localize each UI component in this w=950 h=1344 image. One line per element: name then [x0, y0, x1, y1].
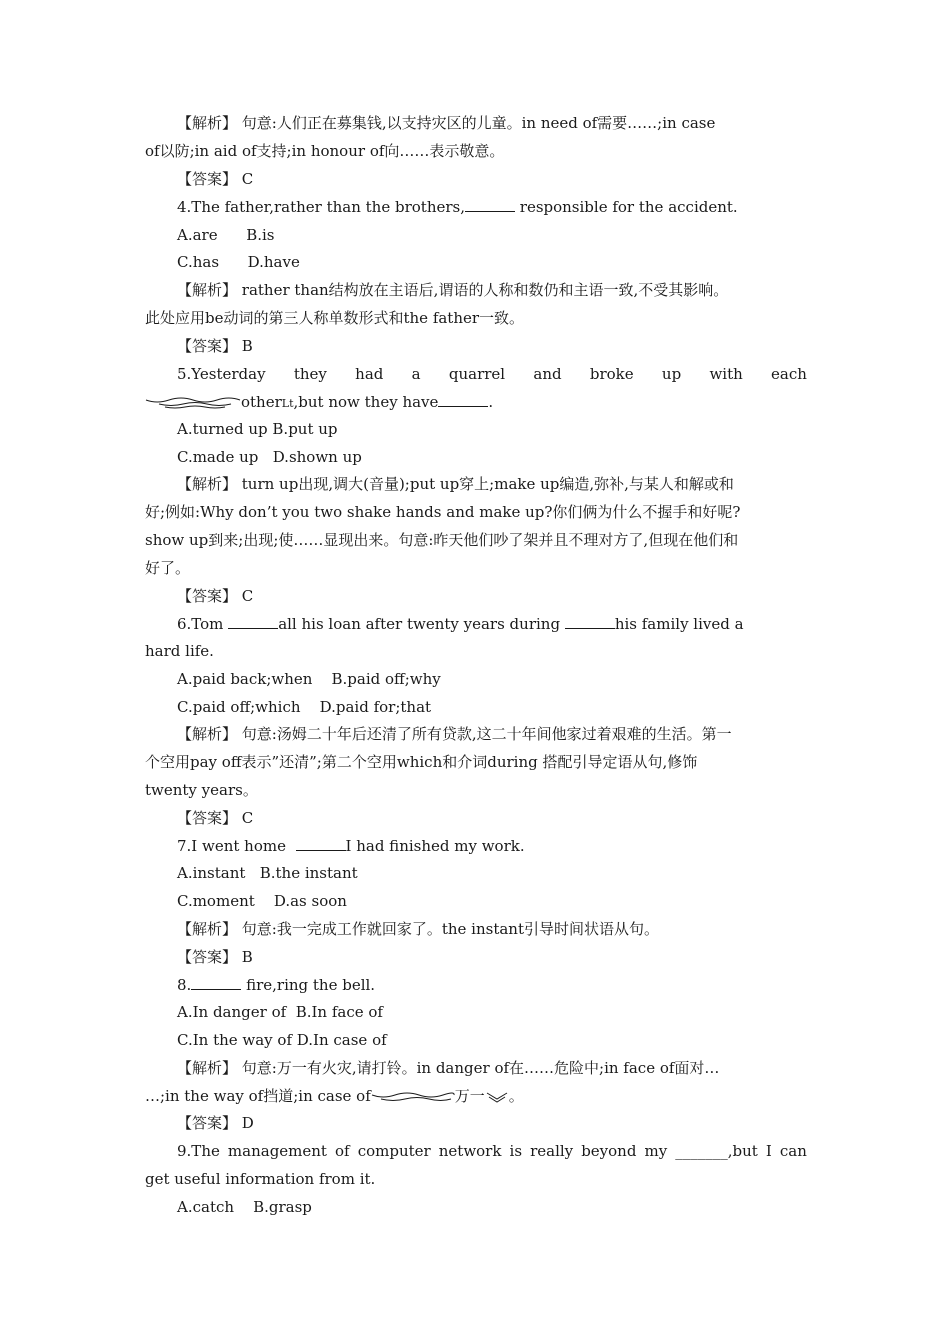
question-5-cont: [0, 390, 950, 414]
answer-blank: [565, 614, 615, 629]
word: quarrel: [448, 365, 506, 383]
text-line: [0, 1084, 950, 1108]
word: _______,but: [675, 1142, 758, 1160]
word: computer: [357, 1142, 431, 1160]
answer-blank: [465, 197, 515, 212]
answer-blank: [296, 836, 346, 851]
answer-blank: [228, 614, 278, 629]
answer-line: 【答案】 B: [177, 948, 253, 966]
word: a: [411, 365, 421, 383]
answer-line: 【答案】 C: [177, 809, 254, 827]
option-line: A.turned up B.put up: [177, 420, 338, 438]
word: had: [355, 365, 384, 383]
question-7: [0, 834, 950, 858]
option-line: C.paid off;which D.paid for;that: [177, 698, 432, 716]
answer-blank: [191, 975, 241, 990]
question-text: 7.I went home: [177, 837, 296, 855]
question-text: get useful information from it.: [145, 1170, 376, 1188]
word: I: [765, 1142, 772, 1160]
option-line: A.catch B.grasp: [177, 1198, 312, 1216]
explanation-text: 万一: [454, 1087, 485, 1105]
wave-scribble-icon: [145, 396, 241, 410]
question-text: 8.: [177, 976, 192, 994]
question-text: other: [241, 393, 282, 411]
text-line: 【解析】 句意:万一有火灾,请打铃。in danger of在……危险中;in face of面对…: [177, 1059, 720, 1077]
option-line: A.are B.is: [177, 226, 275, 244]
word: they: [293, 365, 327, 383]
text-line: show up到来;出现;使……显现出来。句意:昨天他们吵了架并且不理对方了,但现在他们和: [145, 531, 739, 549]
word: up: [661, 365, 682, 383]
explanation-text: …;in the way of挡道;in case of: [145, 1087, 371, 1105]
question-text: hard life.: [145, 642, 214, 660]
word: with: [709, 365, 743, 383]
question-text: fire,ring the bell.: [241, 976, 376, 994]
text-line: 【解析】 句意:汤姆二十年后还清了所有贷款,这二十年间他家过着艰难的生活。第一: [177, 725, 732, 743]
word: of: [335, 1142, 350, 1160]
text-line: 【解析】 rather than结构放在主语后,谓语的人称和数仍和主语一致,不受其影响。: [177, 281, 729, 299]
question-text: responsible for the accident.: [515, 198, 738, 216]
word: really: [530, 1142, 574, 1160]
text-line: 【解析】 句意:我一完成工作就回家了。the instant引导时间状语从句。: [177, 920, 659, 938]
word: each: [771, 365, 807, 383]
question-text: 6.Tom: [177, 615, 229, 633]
word: and: [533, 365, 562, 383]
explanation-text: 。: [508, 1087, 524, 1105]
answer-line: 【答案】 B: [177, 337, 253, 355]
text-line: 【解析】 turn up出现,调大(音量);put up穿上;make up编造,弥补,与某人和解或和: [177, 475, 734, 493]
question-text: 4.The father,rather than the brothers,: [177, 198, 465, 216]
text-line: 此处应用be动词的第三人称单数形式和the father一致。: [145, 309, 525, 327]
scan-artifact: Lt: [281, 397, 294, 410]
word: broke: [589, 365, 634, 383]
question-8: [0, 973, 950, 997]
question-4: [0, 195, 950, 219]
question-6: [0, 612, 950, 636]
word: my: [644, 1142, 668, 1160]
answer-line: 【答案】 C: [177, 587, 254, 605]
word: management: [227, 1142, 327, 1160]
wave-scribble-icon: [371, 1090, 455, 1104]
text-line: 好了。: [145, 559, 191, 577]
question-9: [177, 1139, 807, 1163]
word: is: [509, 1142, 523, 1160]
option-line: A.paid back;when B.paid off;why: [177, 670, 441, 688]
answer-line: 【答案】 C: [177, 170, 254, 188]
question-5: [177, 362, 807, 386]
word: network: [438, 1142, 502, 1160]
question-text: all his loan after twenty years during: [278, 615, 565, 633]
option-line: A.instant B.the instant: [177, 864, 358, 882]
answer-blank: [438, 392, 488, 407]
option-line: C.moment D.as soon: [177, 892, 347, 910]
answer-line: 【答案】 D: [177, 1114, 254, 1132]
option-line: A.In danger of B.In face of: [177, 1003, 383, 1021]
option-line: C.made up D.shown up: [177, 448, 362, 466]
option-line: C.has D.have: [177, 253, 300, 271]
word: can: [779, 1142, 807, 1160]
question-text: his family lived a: [614, 615, 744, 633]
text-line: 好;例如:Why don’t you two shake hands and make up?你们俩为什么不握手和好呢?: [145, 503, 741, 521]
text-line: twenty years。: [145, 781, 258, 799]
text-line: of以防;in aid of支持;in honour of向……表示敬意。: [145, 142, 505, 160]
question-text: .: [488, 393, 494, 411]
chevron-scribble-icon: [485, 1090, 509, 1104]
question-text: ,but now they have: [293, 393, 439, 411]
text-line: 【解析】 句意:人们正在募集钱,以支持灾区的儿童。in need of需要……;in case: [177, 114, 716, 132]
text-line: 个空用pay off表示”还清”;第二个空用which和介词during 搭配引导定语从句,修饰: [145, 753, 698, 771]
option-line: C.In the way of D.In case of: [177, 1031, 387, 1049]
question-text: I had finished my work.: [345, 837, 525, 855]
word: 5.Yesterday: [177, 365, 266, 383]
word: 9.The: [177, 1142, 220, 1160]
word: beyond: [581, 1142, 637, 1160]
